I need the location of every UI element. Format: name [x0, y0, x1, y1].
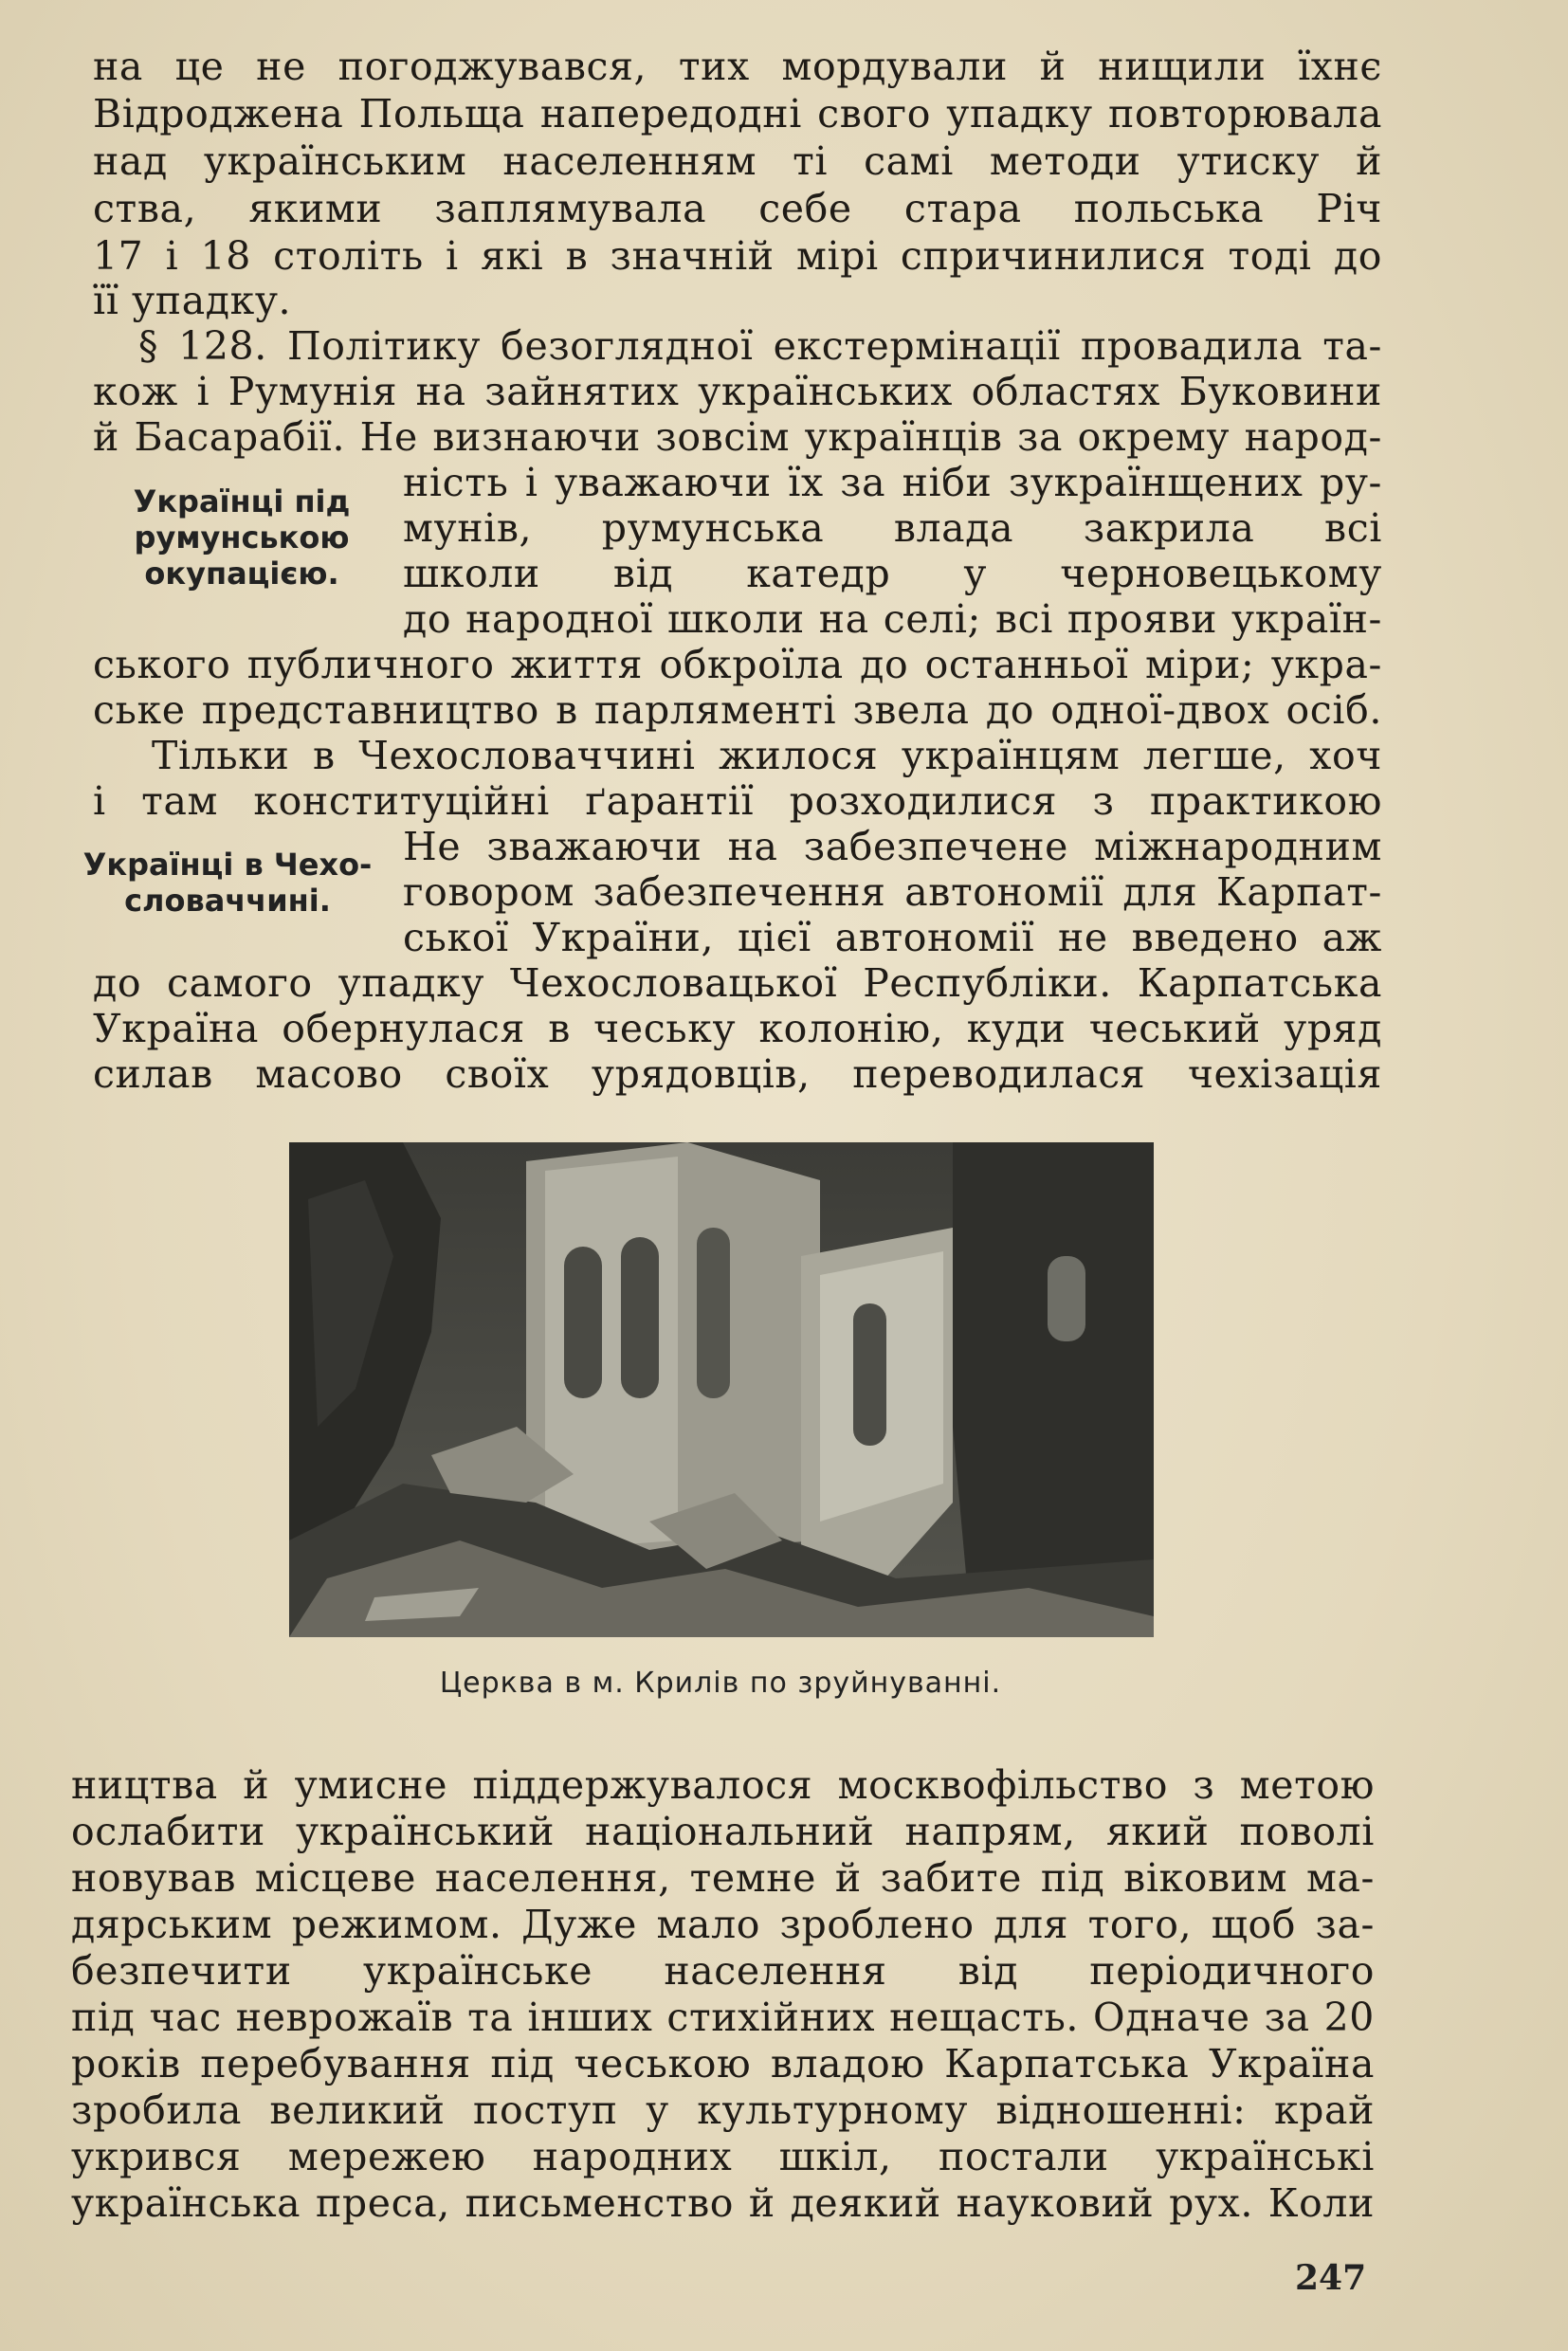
text-line: 17 і 18 століть і які в значній мірі спричинилися тоді до [93, 233, 1382, 279]
side-heading-line: румунською [134, 519, 350, 556]
text-line: § 128. Політику безоглядної екстермінації провадила та- [138, 323, 1382, 369]
text-line: до самого упадку Чехословацької Республіки. Карпатська [93, 960, 1382, 1006]
text-line: українська преса, письменство й деякий науковий рух. Коли [71, 2180, 1375, 2226]
text-line: мунів, румунська влада закрила всі [403, 505, 1382, 551]
photo-ruined-church [289, 1142, 1154, 1637]
text-line: Тільки в Чехословаччині жилося українцям легше, хоч [152, 733, 1382, 778]
text-line: ослабити український національний напрям, який поволі [71, 1809, 1375, 1854]
text-line: новував місцеве населення, темне й забите під віковим ма- [71, 1855, 1375, 1901]
text-line: кож і Румунія на зайнятих українських областях Буковини [93, 369, 1382, 414]
page-number: 247 [1295, 2258, 1367, 2298]
text-line: Відроджена Польща напередодні свого упадку повторювала [93, 91, 1382, 137]
side-heading-line: Українці в Чехо- [82, 847, 373, 883]
text-line: на це не погоджувався, тих мордували й нищили їхнє [93, 44, 1382, 89]
side-heading-line: Українці під [133, 483, 351, 519]
text-line: ства, якими заплямувала себе стара польська Річ [93, 186, 1382, 231]
side-heading-romania [104, 483, 379, 592]
text-line: й Басарабії. Не визнаючи зовсім українців за окрему народ- [93, 414, 1382, 460]
text-line: ність і уважаючи їх за ніби зукраїнщених ру- [403, 460, 1382, 505]
side-heading-czechoslovakia [76, 847, 379, 919]
text-line: ського публичного життя обкроїла до останньої міри; укра- [93, 642, 1382, 687]
text-line: років перебування під чеською владою Карпатська Україна [71, 2041, 1375, 2087]
text-line: Україна обернулася в чеську колонію, куди чеський уряд [93, 1006, 1382, 1051]
text-line: до народної школи на селі; всі прояви україн- [403, 596, 1382, 642]
text-line: школи від катедр у черновецькому [403, 551, 1382, 596]
text-line: над українським населенням ті самі методи утиску й [93, 138, 1382, 184]
side-heading-line: окупацією. [144, 556, 339, 592]
text-line: укрився мережею народних шкіл, постали українські [71, 2134, 1375, 2179]
ruined-church-illustration [289, 1142, 1154, 1637]
text-line: зробила великий поступ у культурному відношенні: край [71, 2087, 1375, 2133]
text-line: ське представництво в парляменті звела до одної-двох осіб. [93, 687, 1382, 733]
text-line: говором забезпечення автономії для Карпат- [403, 869, 1382, 915]
text-line: її упадку. [93, 278, 292, 323]
text-line: Не зважаючи на забезпечене міжнародним [403, 824, 1382, 869]
photo-caption: Церква в м. Крилів по зруйнуванні. [439, 1667, 1002, 1700]
text-line: силав масово своїх урядовців, переводилася чехізація [93, 1051, 1382, 1097]
text-line: дярським режимом. Дуже мало зроблено для того, щоб за- [71, 1902, 1375, 1947]
text-line: безпечити українське населення від періодичного [71, 1948, 1375, 1994]
text-line: під час неврожаїв та інших стихійних нещасть. Одначе за 20 [71, 1995, 1375, 2040]
text-line: ництва й умисне піддержувалося москвофільство з метою [71, 1762, 1375, 1808]
text-line: ської України, цієї автономії не введено аж [403, 915, 1382, 960]
text-line: і там конституційні ґарантії розходилися з практикою [93, 778, 1382, 824]
side-heading-line: словаччині. [124, 883, 331, 919]
